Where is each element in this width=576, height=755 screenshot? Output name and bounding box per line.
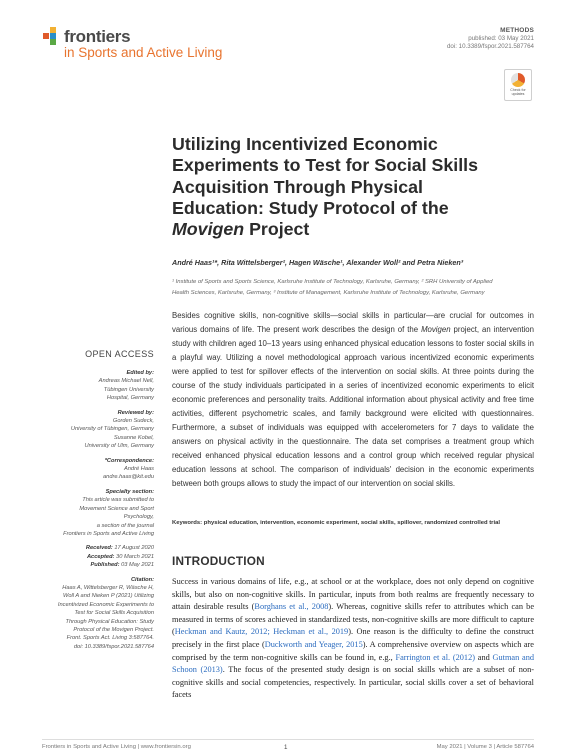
- citation-line: Woll A and Nieken P (2021) Utilizing: [62, 593, 154, 600]
- footer-divider: [42, 739, 534, 740]
- citation-link[interactable]: Heckman and Kautz, 2012; Heckman et al., 2019: [174, 627, 349, 637]
- intro-text: ). Whereas, cognitive skills refer to attributes which can be measured in terms of scores achieved in standardized tests, non-cognitive skills are more difficult to capture (: [172, 602, 535, 637]
- title-project-word: Project: [244, 219, 310, 240]
- intro-text: ). One reason is the difficulty to define the construct precisely in the first place (: [172, 627, 534, 649]
- correspondence-name: André Haas: [123, 466, 154, 473]
- specialty-line: Psychology,: [123, 514, 154, 521]
- reviewer-line[interactable]: Gorden Sudeck,: [112, 418, 154, 425]
- keywords-text: physical education, intervention, economic experiment, social skills, spillover, randomized controlled trial: [203, 520, 501, 526]
- citation-line: Protocol of the Movigen Project.: [73, 626, 154, 633]
- citation-doi[interactable]: doi: 10.3389/fspor.2021.587764: [73, 643, 154, 650]
- specialty-line: Movement Science and Sport: [79, 505, 154, 512]
- citation-line: Through Physical Education: Study: [65, 618, 154, 625]
- title-line: [172, 219, 542, 240]
- title-italic-project: Movigen: [172, 219, 245, 240]
- published-label: Published:: [90, 562, 120, 569]
- specialty-line: Frontiers in Sports and Active Living: [63, 530, 154, 537]
- open-access-label: OPEN ACCESS: [85, 349, 154, 359]
- article-title: [172, 134, 542, 240]
- check-for-updates-badge[interactable]: [504, 69, 532, 101]
- introduction-text: [172, 576, 534, 702]
- check-updates-line1: Check for: [510, 88, 526, 92]
- reviewed-by-label: Reviewed by:: [117, 409, 154, 416]
- title-line: Education: Study Protocol of the: [172, 197, 449, 218]
- author-list[interactable]: André Haas¹*, Rita Wittelsberger², Hagen Wäsche¹, Alexander Woll² and Petra Nieken³: [172, 258, 464, 267]
- footer-journal-link[interactable]: Frontiers in Sports and Active Living | www.frontiersin.org: [42, 744, 191, 750]
- brand-wordmark: frontiers: [64, 27, 131, 46]
- published-date: published: 03 May 2021: [468, 35, 534, 42]
- check-updates-icon: [511, 73, 525, 87]
- title-line: Experiments to Test for Social Skills: [172, 155, 478, 176]
- title-line: Utilizing Incentivized Economic: [172, 134, 438, 154]
- citation-link[interactable]: Farrington et al. (2012): [395, 652, 475, 662]
- correspondence-label: *Correspondence:: [104, 457, 154, 464]
- abstract-italic: Movigen: [421, 325, 451, 334]
- accepted-date: [0, 553, 154, 561]
- correspondence-email[interactable]: andre.haas@kit.edu: [103, 474, 154, 481]
- editor-line: Tübingen University: [103, 386, 154, 393]
- section-heading-introduction: INTRODUCTION: [172, 554, 265, 568]
- keywords-label: Keywords:: [172, 520, 203, 526]
- received-value: 17 August 2020: [114, 545, 154, 552]
- accepted-label: Accepted:: [86, 553, 115, 560]
- citation-line: Front. Sports Act. Living 3:587764.: [66, 635, 154, 642]
- intro-text: ). A comprehensive overview on aspects which are comprised by the term non-cognitive skills can be found in, e.g.,: [172, 639, 534, 662]
- citation-link[interactable]: Duckworth and Yeager, 2015: [264, 639, 363, 649]
- specialty-line: This article was submitted to: [82, 497, 154, 504]
- editor-line[interactable]: Andreas Michael Nell,: [98, 378, 154, 385]
- specialty-section-label: Specialty section:: [105, 488, 154, 495]
- article-type: METHODS: [500, 27, 534, 34]
- journal-name[interactable]: in Sports and Active Living: [64, 45, 223, 60]
- citation-line: Incentivized Economic Experiments to: [57, 601, 154, 608]
- article-meta: [447, 27, 534, 51]
- affiliation-line: ¹ Institute of Sports and Sports Science, Karlsruhe Institute of Technology, Karlsruhe, Germany, ² SRH University of Applied: [172, 279, 493, 285]
- reviewer-line: University of Tübingen, Germany: [70, 426, 154, 433]
- title-line: Acquisition Through Physical: [172, 176, 423, 197]
- published-value: 03 May 2021: [121, 562, 154, 569]
- abstract-text: Besides cognitive skills, non-cognitive skills—social skills in particular—are crucial for outcomes in various domains of life. The present work describes the design of the: [172, 311, 534, 334]
- intro-text: and: [475, 652, 493, 662]
- citation-link[interactable]: Gutman and Schoon (2013): [172, 652, 534, 675]
- citation-link[interactable]: Borghans et al., 2008: [254, 602, 329, 612]
- citation-line: Test for Social Skills Acquisition: [74, 610, 154, 617]
- received-label: Received:: [85, 545, 113, 552]
- footer-issue-info: May 2021 | Volume 3 | Article 587764: [436, 744, 534, 750]
- affiliation-line: Health Sciences, Karlsruhe, Germany, ³ Institute of Management, Karlsruhe Institute of Technology, Karlsruhe, Germany: [172, 289, 485, 296]
- edited-by-label: Edited by:: [126, 370, 154, 376]
- intro-text: Success in various domains of life, e.g., at school or at the workplace, does not only depend on cognitive skills, but also on non-cognitive skills. In particular, inputs from both realms are frequently necessary to attain desirable results (: [172, 577, 534, 612]
- abstract: [172, 309, 534, 491]
- editor-line: Hospital, Germany: [106, 395, 154, 402]
- abstract-text: project, an intervention study with children aged 10–13 years using enhanced physical education lessons to foster social skills in a playful way. Utilizing a novel methodological approach various incentivized economic experiments were applied to test for spillover effects of the intervention on social skills. At three points during the course of the study individuals participated in a series of incentivized economic experiments to elicit economic preferences and personality traits. Additional information about physical activity and free time activities, different psychometric scales, and family background were elicited with questionnaires. Furthermore, a subset of individuals was equipped with accelerometers for 7 days to validate the answers on physical activity in the questionnaire. The data set comprises a treatment group which received enhanced physical education lessons and a control group which received regular physical education lessons at school. The comparison of individuals' decision in the economic experiments between both groups allows to study the impact of our intervention on social skills.: [172, 325, 534, 488]
- accepted-value: 30 March 2021: [116, 553, 154, 560]
- specialty-line: a section of the journal: [96, 522, 154, 529]
- published-date-sidebar: [0, 561, 154, 569]
- affiliations: [172, 277, 542, 298]
- citation-label: Citation:: [130, 576, 154, 583]
- received-date: [0, 544, 154, 552]
- page-number: 1: [284, 744, 288, 751]
- check-updates-line2: updates: [511, 92, 525, 96]
- citation-line: Haas A, Wittelsberger R, Wäsche H,: [62, 584, 154, 591]
- reviewer-line: University of Ulm, Germany: [84, 443, 154, 450]
- intro-text: . The focus of the presented study design is on social skills which are a subset of non-cognitive skills and social competencies, respectively. In particular, social skills cover a set of behavioral facets: [172, 665, 534, 700]
- frontiers-logo-icon: [42, 26, 62, 46]
- reviewer-line[interactable]: Susanne Kobel,: [113, 434, 154, 441]
- article-doi[interactable]: doi: 10.3389/fspor.2021.587764: [446, 43, 534, 50]
- keywords: [172, 519, 534, 528]
- article-sidebar: [0, 369, 154, 651]
